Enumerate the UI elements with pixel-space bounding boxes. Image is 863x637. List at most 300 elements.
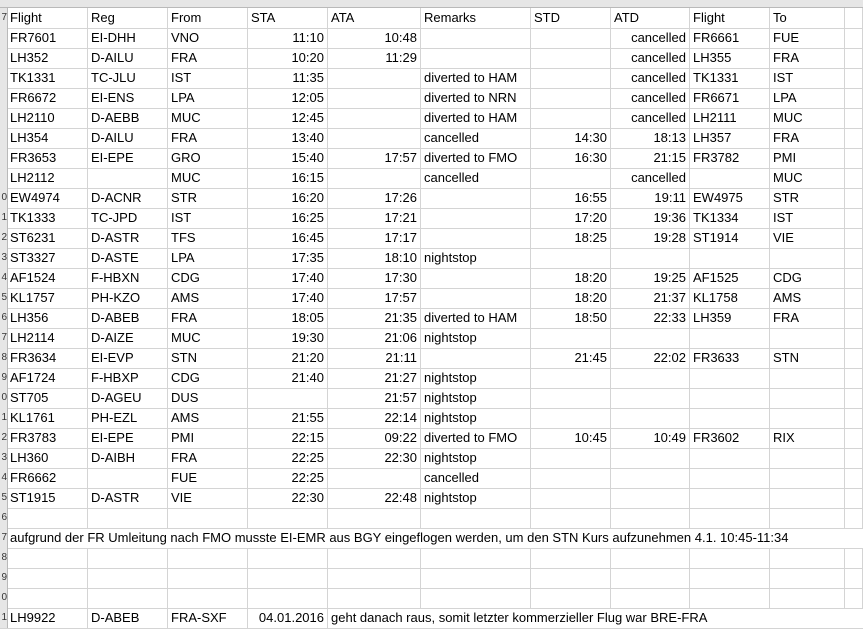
cell[interactable] — [845, 8, 863, 28]
cell[interactable] — [421, 568, 531, 588]
cell[interactable] — [328, 168, 421, 188]
cell[interactable] — [421, 588, 531, 608]
cell[interactable] — [248, 508, 328, 528]
cell[interactable]: cancelled — [421, 468, 531, 488]
cell[interactable]: 15:40 — [248, 148, 328, 168]
cell[interactable]: cancelled — [421, 168, 531, 188]
cell[interactable]: F-HBXP — [88, 368, 168, 388]
cell[interactable]: CDG — [168, 368, 248, 388]
cell[interactable]: TFS — [168, 228, 248, 248]
cell[interactable]: MUC — [168, 328, 248, 348]
cell[interactable]: nightstop — [421, 248, 531, 268]
cell[interactable]: MUC — [168, 108, 248, 128]
cell[interactable]: MUC — [770, 168, 845, 188]
cell[interactable]: LPA — [168, 88, 248, 108]
cell[interactable]: ST1915 — [7, 488, 88, 508]
cell[interactable]: LH2110 — [7, 108, 88, 128]
cell[interactable]: KL1757 — [7, 288, 88, 308]
cell[interactable]: STR — [168, 188, 248, 208]
cell[interactable] — [531, 448, 611, 468]
cell[interactable] — [88, 588, 168, 608]
cell[interactable]: 22:48 — [328, 488, 421, 508]
cell[interactable]: ST705 — [7, 388, 88, 408]
cell[interactable] — [845, 68, 863, 88]
cell[interactable] — [690, 508, 770, 528]
cell[interactable] — [770, 468, 845, 488]
cell[interactable]: AMS — [168, 408, 248, 428]
cell[interactable]: FUE — [168, 468, 248, 488]
cell[interactable] — [248, 388, 328, 408]
cell[interactable]: 22:30 — [328, 448, 421, 468]
cell[interactable]: diverted to FMO — [421, 428, 531, 448]
cell[interactable]: FRA — [770, 48, 845, 68]
cell[interactable] — [611, 508, 690, 528]
cell[interactable]: LPA — [770, 88, 845, 108]
cell[interactable] — [7, 508, 88, 528]
cell[interactable] — [845, 328, 863, 348]
cell[interactable] — [611, 468, 690, 488]
cell[interactable] — [845, 48, 863, 68]
cell[interactable]: EI-EVP — [88, 348, 168, 368]
note-text[interactable]: aufgrund der FR Umleitung nach FMO musste EI-EMR aus BGY eingeflogen werden, um den STN Kurs aufzunehmen 4.1. 10:45-11:34 — [10, 530, 789, 545]
cell[interactable]: 17:26 — [328, 188, 421, 208]
cell[interactable] — [845, 588, 863, 608]
cell[interactable] — [845, 248, 863, 268]
cell[interactable]: cancelled — [611, 68, 690, 88]
row-number[interactable]: 5 — [0, 288, 8, 308]
cell[interactable] — [611, 448, 690, 468]
cell[interactable]: FRA — [168, 128, 248, 148]
cell[interactable]: 21:57 — [328, 388, 421, 408]
cell[interactable]: 17:21 — [328, 208, 421, 228]
cell[interactable] — [611, 548, 690, 568]
cell[interactable]: 12:05 — [248, 88, 328, 108]
cell[interactable] — [531, 548, 611, 568]
cell[interactable]: TK1334 — [690, 208, 770, 228]
cell[interactable] — [531, 168, 611, 188]
cell[interactable]: D-ASTR — [88, 488, 168, 508]
cell[interactable] — [421, 508, 531, 528]
cell[interactable]: 21:11 — [328, 348, 421, 368]
row-number[interactable]: 7 — [0, 8, 8, 28]
cell[interactable]: 14:30 — [531, 128, 611, 148]
cell[interactable]: geht danach raus, somit letzter kommerzieller Flug war BRE-FRA — [331, 610, 708, 625]
row-number[interactable]: 0 — [0, 388, 8, 408]
cell[interactable] — [845, 388, 863, 408]
row-number[interactable]: 9 — [0, 368, 8, 388]
cell[interactable]: TC-JPD — [88, 208, 168, 228]
cell[interactable]: 21:55 — [248, 408, 328, 428]
row-number[interactable]: 7 — [0, 528, 8, 548]
cell[interactable]: 18:10 — [328, 248, 421, 268]
cell[interactable]: 22:33 — [611, 308, 690, 328]
cell[interactable]: 16:45 — [248, 228, 328, 248]
cell[interactable]: Flight — [7, 8, 88, 28]
cell[interactable]: cancelled — [611, 108, 690, 128]
cell[interactable] — [690, 248, 770, 268]
cell[interactable] — [328, 588, 421, 608]
cell[interactable]: GRO — [168, 148, 248, 168]
cell[interactable]: 21:45 — [531, 348, 611, 368]
cell[interactable]: cancelled — [611, 28, 690, 48]
cell[interactable]: cancelled — [611, 48, 690, 68]
cell[interactable] — [421, 208, 531, 228]
cell[interactable]: PMI — [770, 148, 845, 168]
cell[interactable]: 17:30 — [328, 268, 421, 288]
cell[interactable]: 22:14 — [328, 408, 421, 428]
cell[interactable]: D-AEBB — [88, 108, 168, 128]
row-number[interactable]: 7 — [0, 328, 8, 348]
cell[interactable]: 16:20 — [248, 188, 328, 208]
cell[interactable]: 18:20 — [531, 268, 611, 288]
cell[interactable]: diverted to FMO — [421, 148, 531, 168]
cell[interactable]: 16:25 — [248, 208, 328, 228]
row-number[interactable]: 0 — [0, 188, 8, 208]
cell[interactable]: LH356 — [7, 308, 88, 328]
cell[interactable]: FR6671 — [690, 88, 770, 108]
cell[interactable] — [770, 448, 845, 468]
cell[interactable]: 17:17 — [328, 228, 421, 248]
cell[interactable]: Remarks — [421, 8, 531, 28]
cell[interactable]: FR6662 — [7, 468, 88, 488]
cell[interactable] — [531, 588, 611, 608]
cell[interactable] — [611, 328, 690, 348]
row-number[interactable]: 8 — [0, 548, 8, 568]
cell[interactable] — [770, 248, 845, 268]
cell[interactable]: D-AIZE — [88, 328, 168, 348]
cell[interactable] — [845, 168, 863, 188]
cell[interactable]: 11:29 — [328, 48, 421, 68]
cell[interactable]: 13:40 — [248, 128, 328, 148]
cell[interactable] — [845, 148, 863, 168]
cell[interactable] — [88, 568, 168, 588]
row-number[interactable]: 2 — [0, 228, 8, 248]
cell[interactable] — [531, 68, 611, 88]
cell[interactable]: D-AGEU — [88, 388, 168, 408]
cell[interactable]: STA — [248, 8, 328, 28]
cell[interactable]: CDG — [770, 268, 845, 288]
cell[interactable]: 19:11 — [611, 188, 690, 208]
cell[interactable]: STR — [770, 188, 845, 208]
cell[interactable] — [770, 388, 845, 408]
cell[interactable]: diverted to HAM — [421, 108, 531, 128]
cell[interactable] — [845, 28, 863, 48]
cell[interactable] — [845, 288, 863, 308]
cell[interactable] — [421, 348, 531, 368]
cell[interactable]: PH-KZO — [88, 288, 168, 308]
cell[interactable] — [531, 88, 611, 108]
cell[interactable]: 21:37 — [611, 288, 690, 308]
row-number[interactable]: 5 — [0, 488, 8, 508]
cell[interactable]: 22:25 — [248, 468, 328, 488]
cell[interactable] — [611, 588, 690, 608]
cell[interactable]: FR3783 — [7, 428, 88, 448]
cell[interactable]: EI-EPE — [88, 148, 168, 168]
cell[interactable]: FRA — [168, 48, 248, 68]
cell[interactable]: 21:20 — [248, 348, 328, 368]
cell[interactable]: 21:40 — [248, 368, 328, 388]
cell[interactable]: PH-EZL — [88, 408, 168, 428]
cell[interactable] — [690, 368, 770, 388]
cell[interactable] — [770, 508, 845, 528]
cell[interactable]: EI-EPE — [88, 428, 168, 448]
cell[interactable]: LPA — [168, 248, 248, 268]
cell[interactable]: 12:45 — [248, 108, 328, 128]
cell[interactable]: nightstop — [421, 488, 531, 508]
cell[interactable] — [690, 568, 770, 588]
row-number[interactable]: 8 — [0, 348, 8, 368]
row-number[interactable]: 9 — [0, 568, 8, 588]
cell[interactable]: D-ACNR — [88, 188, 168, 208]
cell[interactable]: nightstop — [421, 408, 531, 428]
row-number[interactable]: 6 — [0, 508, 8, 528]
row-number[interactable]: 3 — [0, 248, 8, 268]
cell[interactable]: LH2112 — [7, 168, 88, 188]
cell[interactable] — [531, 488, 611, 508]
cell[interactable]: 19:30 — [248, 328, 328, 348]
cell[interactable]: EI-ENS — [88, 88, 168, 108]
cell[interactable] — [88, 548, 168, 568]
cell[interactable] — [770, 568, 845, 588]
cell[interactable]: 16:55 — [531, 188, 611, 208]
cell[interactable]: 10:45 — [531, 428, 611, 448]
row-number[interactable]: 2 — [0, 428, 8, 448]
cell[interactable]: 18:25 — [531, 228, 611, 248]
cell[interactable] — [845, 308, 863, 328]
cell[interactable] — [845, 88, 863, 108]
cell[interactable]: CDG — [168, 268, 248, 288]
row-number[interactable]: 6 — [0, 308, 8, 328]
cell[interactable] — [531, 368, 611, 388]
cell[interactable] — [690, 448, 770, 468]
cell[interactable] — [845, 408, 863, 428]
cell[interactable] — [531, 28, 611, 48]
cell[interactable]: 17:35 — [248, 248, 328, 268]
cell[interactable]: 19:25 — [611, 268, 690, 288]
cell[interactable]: AF1525 — [690, 268, 770, 288]
cell[interactable]: D-AIBH — [88, 448, 168, 468]
row-number[interactable]: 4 — [0, 268, 8, 288]
cell[interactable]: cancelled — [611, 168, 690, 188]
cell[interactable] — [690, 328, 770, 348]
cell[interactable] — [328, 88, 421, 108]
cell[interactable] — [88, 468, 168, 488]
cell[interactable] — [845, 268, 863, 288]
cell[interactable]: IST — [770, 208, 845, 228]
cell[interactable] — [611, 368, 690, 388]
cell[interactable]: AMS — [168, 288, 248, 308]
cell[interactable] — [845, 128, 863, 148]
cell[interactable] — [328, 128, 421, 148]
cell[interactable]: diverted to NRN — [421, 88, 531, 108]
cell[interactable]: IST — [168, 68, 248, 88]
cell[interactable] — [690, 588, 770, 608]
cell[interactable] — [421, 228, 531, 248]
cell[interactable]: FUE — [770, 28, 845, 48]
cell[interactable] — [248, 548, 328, 568]
cell[interactable] — [531, 328, 611, 348]
cell[interactable]: 22:25 — [248, 448, 328, 468]
cell[interactable]: 10:49 — [611, 428, 690, 448]
cell[interactable] — [421, 548, 531, 568]
cell[interactable] — [421, 268, 531, 288]
cell[interactable] — [611, 388, 690, 408]
cell[interactable]: TK1333 — [7, 208, 88, 228]
cell[interactable]: ST6231 — [7, 228, 88, 248]
cell[interactable] — [531, 388, 611, 408]
cell[interactable]: VIE — [770, 228, 845, 248]
cell[interactable]: 21:15 — [611, 148, 690, 168]
cell[interactable]: nightstop — [421, 368, 531, 388]
cell[interactable]: 17:40 — [248, 288, 328, 308]
cell[interactable] — [168, 588, 248, 608]
cell[interactable]: ATD — [611, 8, 690, 28]
cell[interactable]: KL1758 — [690, 288, 770, 308]
cell[interactable] — [168, 508, 248, 528]
cell[interactable]: LH352 — [7, 48, 88, 68]
cell[interactable]: 18:20 — [531, 288, 611, 308]
cell[interactable] — [770, 368, 845, 388]
cell[interactable]: FR3633 — [690, 348, 770, 368]
cell[interactable] — [531, 108, 611, 128]
cell[interactable]: 21:27 — [328, 368, 421, 388]
cell[interactable] — [690, 388, 770, 408]
cell[interactable]: Flight — [690, 8, 770, 28]
cell[interactable] — [770, 548, 845, 568]
cell[interactable]: RIX — [770, 428, 845, 448]
cell[interactable]: cancelled — [421, 128, 531, 148]
cell[interactable]: DUS — [168, 388, 248, 408]
cell[interactable] — [328, 568, 421, 588]
cell[interactable]: 18:50 — [531, 308, 611, 328]
cell[interactable]: nightstop — [421, 448, 531, 468]
cell[interactable]: LH357 — [690, 128, 770, 148]
cell[interactable] — [845, 468, 863, 488]
cell[interactable]: FR3602 — [690, 428, 770, 448]
cell[interactable] — [328, 548, 421, 568]
cell[interactable]: TK1331 — [690, 68, 770, 88]
cell[interactable] — [611, 248, 690, 268]
cell[interactable] — [531, 248, 611, 268]
cell[interactable] — [328, 108, 421, 128]
cell[interactable]: 16:15 — [248, 168, 328, 188]
cell[interactable]: FR7601 — [7, 28, 88, 48]
cell[interactable] — [690, 548, 770, 568]
cell[interactable] — [531, 408, 611, 428]
cell[interactable] — [328, 68, 421, 88]
cell[interactable]: 11:10 — [248, 28, 328, 48]
row-number[interactable]: 3 — [0, 448, 8, 468]
cell[interactable]: 17:40 — [248, 268, 328, 288]
cell[interactable] — [531, 48, 611, 68]
cell[interactable]: EI-DHH — [88, 28, 168, 48]
cell[interactable] — [845, 208, 863, 228]
cell[interactable]: cancelled — [611, 88, 690, 108]
row-number[interactable]: 1 — [0, 408, 8, 428]
row-number[interactable]: 1 — [0, 608, 8, 628]
cell[interactable]: FRA — [770, 128, 845, 148]
cell[interactable] — [845, 508, 863, 528]
cell[interactable]: AMS — [770, 288, 845, 308]
cell[interactable]: nightstop — [421, 388, 531, 408]
cell[interactable] — [531, 468, 611, 488]
cell[interactable] — [7, 568, 88, 588]
cell[interactable]: KL1761 — [7, 408, 88, 428]
cell[interactable]: 10:20 — [248, 48, 328, 68]
cell[interactable] — [248, 588, 328, 608]
cell[interactable] — [770, 488, 845, 508]
cell[interactable] — [611, 408, 690, 428]
cell[interactable]: FRA-SXF — [168, 608, 248, 628]
cell[interactable] — [845, 348, 863, 368]
cell[interactable]: STN — [770, 348, 845, 368]
cell[interactable] — [7, 588, 88, 608]
cell[interactable]: 18:13 — [611, 128, 690, 148]
cell[interactable]: LH355 — [690, 48, 770, 68]
cell[interactable]: 19:28 — [611, 228, 690, 248]
cell[interactable]: EW4975 — [690, 188, 770, 208]
cell[interactable] — [770, 328, 845, 348]
row-number[interactable]: 1 — [0, 208, 8, 228]
cell[interactable]: 17:20 — [531, 208, 611, 228]
cell[interactable]: VNO — [168, 28, 248, 48]
cell[interactable]: To — [770, 8, 845, 28]
cell[interactable]: D-ASTE — [88, 248, 168, 268]
cell[interactable]: D-ASTR — [88, 228, 168, 248]
cell[interactable]: LH354 — [7, 128, 88, 148]
cell[interactable]: D-AILU — [88, 128, 168, 148]
cell[interactable] — [690, 408, 770, 428]
cell[interactable] — [690, 168, 770, 188]
cell[interactable] — [421, 48, 531, 68]
cell[interactable] — [845, 368, 863, 388]
cell[interactable]: MUC — [168, 168, 248, 188]
cell[interactable] — [845, 548, 863, 568]
cell[interactable]: 17:57 — [328, 288, 421, 308]
cell[interactable] — [845, 228, 863, 248]
cell[interactable]: AF1724 — [7, 368, 88, 388]
cell[interactable]: 10:48 — [328, 28, 421, 48]
cell[interactable]: STD — [531, 8, 611, 28]
cell[interactable] — [611, 568, 690, 588]
cell[interactable] — [770, 408, 845, 428]
cell[interactable] — [845, 428, 863, 448]
cell[interactable] — [845, 488, 863, 508]
cell[interactable]: D-ABEB — [88, 308, 168, 328]
cell[interactable] — [611, 488, 690, 508]
cell[interactable] — [328, 468, 421, 488]
cell[interactable]: FR6661 — [690, 28, 770, 48]
cell[interactable] — [168, 568, 248, 588]
cell[interactable] — [7, 548, 88, 568]
cell[interactable]: ATA — [328, 8, 421, 28]
cell[interactable]: 04.01.2016 — [248, 608, 328, 628]
cell[interactable]: 18:05 — [248, 308, 328, 328]
cell[interactable]: FR3634 — [7, 348, 88, 368]
row-number[interactable]: 4 — [0, 468, 8, 488]
cell[interactable]: From — [168, 8, 248, 28]
cell[interactable] — [248, 568, 328, 588]
cell[interactable]: FRA — [770, 308, 845, 328]
cell[interactable] — [845, 188, 863, 208]
cell[interactable]: FRA — [168, 448, 248, 468]
cell[interactable] — [531, 508, 611, 528]
cell[interactable]: LH360 — [7, 448, 88, 468]
cell[interactable]: MUC — [770, 108, 845, 128]
cell[interactable]: D-ABEB — [88, 608, 168, 628]
cell[interactable]: FR3653 — [7, 148, 88, 168]
cell[interactable]: VIE — [168, 488, 248, 508]
